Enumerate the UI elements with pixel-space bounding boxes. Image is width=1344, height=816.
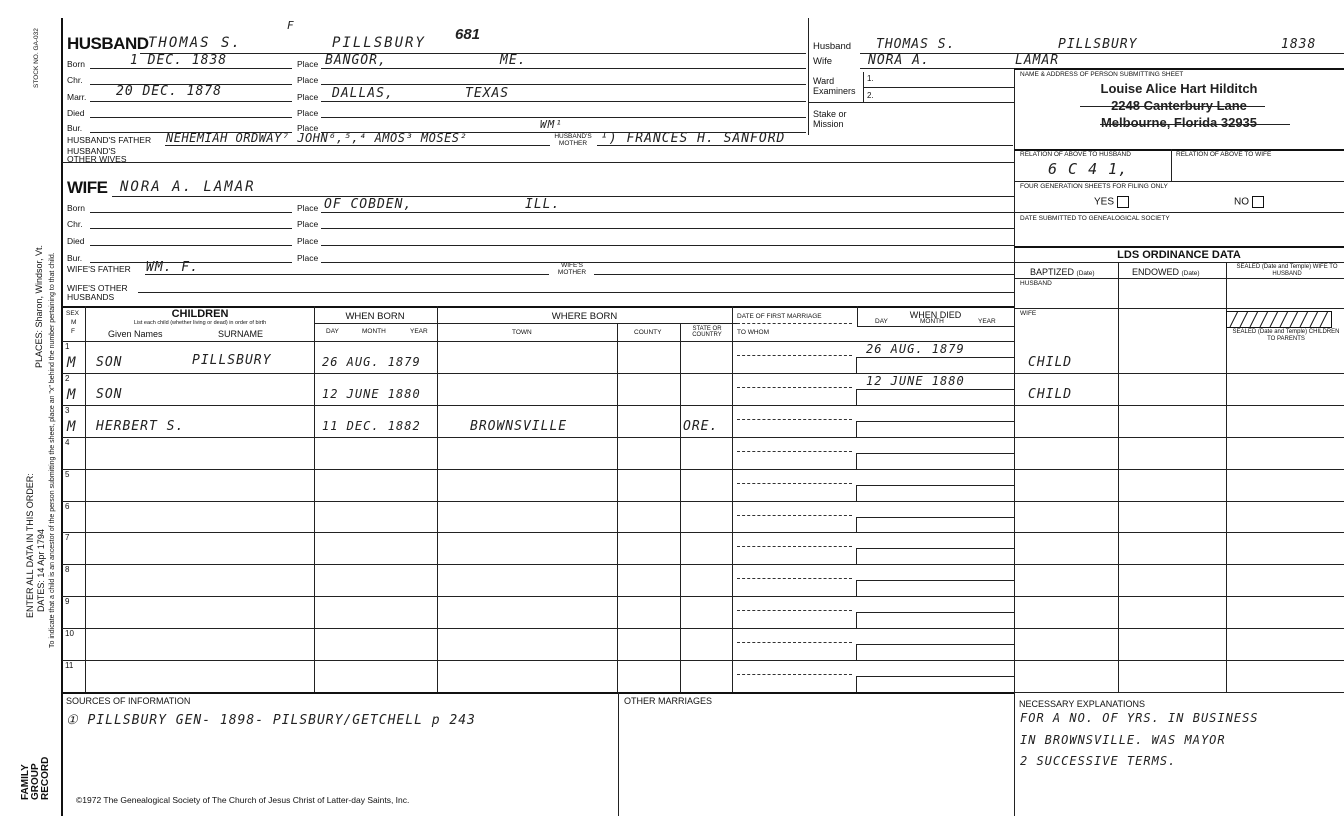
death-date-line bbox=[857, 548, 1014, 549]
right-husband-year: 1838 bbox=[1281, 37, 1317, 52]
state-country-label: STATE OR COUNTRY bbox=[692, 326, 722, 338]
child-birth-date: 12 JUNE 1880 bbox=[322, 387, 421, 401]
child-row-border bbox=[62, 437, 1014, 438]
submitter-label: NAME & ADDRESS OF PERSON SUBMITTING SHEET bbox=[1020, 71, 1184, 78]
child-number: 2 bbox=[65, 374, 70, 383]
marr-place-label: Place bbox=[297, 92, 319, 102]
wifes-other-husbands-label: WIFE'S OTHER HUSBANDS bbox=[67, 283, 128, 302]
husband-ref-number: 681 bbox=[455, 26, 481, 43]
died-year-label: YEAR bbox=[978, 318, 996, 325]
when-born-label: WHEN BORN bbox=[345, 311, 405, 322]
child-ordinance: CHILD bbox=[1028, 387, 1073, 402]
bur-label: Bur. bbox=[67, 123, 83, 133]
lds-row-border bbox=[1014, 437, 1344, 438]
sex-f-label: F bbox=[71, 328, 75, 335]
wife-chr-place-label: Place bbox=[297, 219, 319, 229]
marriage-date-line bbox=[737, 610, 852, 611]
right-wife-surname: LAMAR bbox=[1015, 53, 1060, 68]
death-date-line bbox=[857, 580, 1014, 581]
child-number: 8 bbox=[65, 565, 70, 574]
child-given-name: SON bbox=[96, 387, 123, 402]
sources-label: SOURCES OF INFORMATION bbox=[66, 696, 191, 706]
death-box-edge bbox=[856, 517, 857, 532]
death-box-edge bbox=[856, 357, 857, 373]
child-ordinance: CHILD bbox=[1028, 355, 1073, 370]
lds-heading: LDS ORDINANCE DATA bbox=[1117, 249, 1241, 261]
husband-given-name: THOMAS S. bbox=[148, 35, 242, 51]
death-date-line bbox=[857, 644, 1014, 645]
husband-born-date: 1 DEC. 1838 bbox=[130, 53, 228, 68]
submitter-city: Melbourne, Florida 32935 bbox=[1100, 115, 1258, 130]
baptized-label: BAPTIZED (Date) bbox=[1030, 267, 1095, 277]
surname-label: SURNAME bbox=[218, 329, 264, 339]
wifes-mother-label: WIFE'S MOTHER bbox=[557, 262, 587, 276]
wife-heading: WIFE bbox=[67, 178, 108, 197]
wife-bur-label: Bur. bbox=[67, 253, 83, 263]
child-row-border bbox=[62, 532, 1014, 533]
child-sex: M bbox=[67, 355, 77, 371]
explanation-line-2: IN BROWNSVILLE. WAS MAYOR bbox=[1020, 733, 1226, 747]
record-title: FAMILY GROUP RECORD bbox=[20, 756, 51, 800]
right-husband-given: THOMAS S. bbox=[876, 37, 956, 52]
places-note: PLACES: Sharon, Windsor, Vt. bbox=[34, 244, 44, 368]
wife-born-state: ILL. bbox=[525, 197, 561, 212]
wife-name: NORA A. LAMAR bbox=[120, 179, 256, 195]
examiner-1: 1. bbox=[867, 74, 874, 83]
death-date-line bbox=[857, 485, 1014, 486]
right-husband-label: Husband bbox=[813, 41, 852, 52]
death-box-edge bbox=[856, 453, 857, 469]
child-row-border bbox=[62, 501, 1014, 502]
death-box-edge bbox=[856, 548, 857, 564]
marriage-date: 20 DEC. 1878 bbox=[116, 84, 222, 99]
born-day-label: DAY bbox=[326, 328, 339, 335]
child-given-name: SON bbox=[96, 355, 123, 370]
wife-bur-place-label: Place bbox=[297, 253, 319, 263]
husbands-mother: ¹) FRANCES H. SANFORD bbox=[600, 131, 786, 146]
copyright: ©1972 The Genealogical Society of The Church of Jesus Christ of Latter-day Saints, Inc. bbox=[76, 795, 410, 805]
four-gen-no[interactable]: NO bbox=[1234, 196, 1264, 208]
wife-died-label: Died bbox=[67, 236, 85, 246]
born-place-label: Place bbox=[297, 59, 319, 69]
lds-row-border bbox=[1014, 692, 1344, 693]
husbands-mother-label: HUSBAND'S MOTHER bbox=[554, 133, 592, 147]
child-number: 7 bbox=[65, 533, 70, 542]
wifes-father: WM. F. bbox=[146, 260, 199, 275]
children-note: List each child (whether living or dead) in order of birth bbox=[133, 320, 267, 326]
death-date-line bbox=[857, 421, 1014, 422]
ward-label: Ward bbox=[813, 76, 835, 86]
lds-row-border bbox=[1014, 405, 1344, 406]
town-label: TOWN bbox=[512, 329, 532, 336]
marriage-date-line bbox=[737, 642, 852, 643]
stock-number: STOCK NO. GA-032 bbox=[33, 28, 40, 88]
child-death-date: 12 JUNE 1880 bbox=[866, 374, 965, 388]
died-day-label: DAY bbox=[875, 318, 888, 325]
death-date-line bbox=[857, 357, 1014, 358]
child-row-border bbox=[62, 405, 1014, 406]
born-year-label: YEAR bbox=[410, 328, 428, 335]
lds-row-border bbox=[1014, 564, 1344, 565]
husband-heading: HUSBAND bbox=[67, 34, 149, 53]
death-date-line bbox=[857, 612, 1014, 613]
necessary-explanations-label: NECESSARY EXPLANATIONS bbox=[1019, 699, 1146, 709]
child-death-date: 26 AUG. 1879 bbox=[866, 342, 965, 356]
county-label: COUNTY bbox=[634, 329, 662, 336]
endowed-label: ENDOWED (Date) bbox=[1132, 267, 1200, 277]
examiner-2: 2. bbox=[867, 91, 874, 100]
child-number: 3 bbox=[65, 406, 70, 415]
lds-row-border bbox=[1014, 469, 1344, 470]
sex-m-label: M bbox=[71, 319, 77, 326]
death-date-line bbox=[857, 676, 1014, 677]
sources-text: ① PILLSBURY GEN- 1898- PILSBURY/GETCHELL p 243 bbox=[66, 713, 476, 728]
husband-mark: F bbox=[287, 19, 295, 32]
dates-note: DATES: 14 Apr 1794 bbox=[36, 529, 46, 612]
marriage-date-line bbox=[737, 355, 852, 356]
sealed-children-label: SEALED (Date and Temple) CHILDREN TO PARENTS bbox=[1232, 329, 1340, 342]
child-row-border bbox=[62, 660, 1014, 661]
date-submitted-label: DATE SUBMITTED TO GENEALOGICAL SOCIETY bbox=[1020, 215, 1170, 222]
right-wife-label: Wife bbox=[813, 56, 832, 67]
death-box-edge bbox=[856, 389, 857, 405]
examiners-label: Examiners bbox=[813, 86, 856, 96]
wife-died-place-label: Place bbox=[297, 236, 319, 246]
child-surname: PILLSBURY bbox=[192, 353, 272, 368]
child-number: 10 bbox=[65, 629, 74, 638]
child-number: 1 bbox=[65, 342, 70, 351]
child-number: 5 bbox=[65, 470, 70, 479]
child-given-name: HERBERT S. bbox=[96, 419, 185, 434]
marriage-place: DALLAS, bbox=[332, 86, 394, 101]
child-row-border bbox=[62, 596, 1014, 597]
sealed-wife-label: SEALED (Date and Temple) WIFE TO HUSBAND bbox=[1236, 264, 1338, 277]
chr-place-label: Place bbox=[297, 75, 319, 85]
marriage-date-line bbox=[737, 578, 852, 579]
child-number: 9 bbox=[65, 597, 70, 606]
death-date-line bbox=[857, 517, 1014, 518]
death-box-edge bbox=[856, 644, 857, 660]
lds-row-border bbox=[1014, 596, 1344, 597]
death-box-edge bbox=[856, 421, 857, 437]
enter-order-note: ENTER ALL DATA IN THIS ORDER: bbox=[25, 473, 35, 618]
given-names-label: Given Names bbox=[108, 329, 163, 339]
chr-label: Chr. bbox=[67, 75, 83, 85]
lds-row-border bbox=[1014, 660, 1344, 661]
lds-wife-row: WIFE bbox=[1020, 310, 1037, 317]
child-birth-date: 26 AUG. 1879 bbox=[322, 355, 421, 369]
marriage-state: TEXAS bbox=[465, 86, 510, 101]
marriage-date-line bbox=[737, 483, 852, 484]
death-box-edge bbox=[856, 580, 857, 596]
relation-husband-value: 6 C 4 1, bbox=[1048, 160, 1129, 178]
marriage-date-line bbox=[737, 419, 852, 420]
to-whom-label: TO WHOM bbox=[737, 329, 770, 336]
husbands-other-wives-label: HUSBAND'S OTHER WIVES bbox=[67, 146, 127, 164]
yes-checkbox[interactable] bbox=[1117, 196, 1129, 208]
husband-born-state: ME. bbox=[500, 53, 527, 68]
death-box-edge bbox=[856, 612, 857, 628]
father-line-wm: WM¹ bbox=[540, 118, 563, 131]
four-gen-label: FOUR GENERATION SHEETS FOR FILING ONLY bbox=[1020, 183, 1168, 190]
child-row-border bbox=[62, 628, 1014, 629]
when-died-label: WHEN DIED bbox=[909, 310, 962, 320]
death-box-edge bbox=[856, 485, 857, 501]
lds-husband-row: HUSBAND bbox=[1020, 280, 1052, 287]
child-sex: M bbox=[67, 419, 77, 435]
died-place-label: Place bbox=[297, 108, 319, 118]
child-number: 4 bbox=[65, 438, 70, 447]
explanation-line-1: FOR A NO. OF YRS. IN BUSINESS bbox=[1020, 711, 1259, 725]
marriage-date-line bbox=[737, 387, 852, 388]
child-birth-town: BROWNSVILLE bbox=[470, 419, 568, 434]
explanation-line-3: 2 SUCCESSIVE TERMS. bbox=[1020, 754, 1177, 768]
death-box-edge bbox=[856, 676, 857, 692]
died-label: Died bbox=[67, 108, 85, 118]
ancestor-instruction: To indicate that a child is an ancestor of the person submitting the sheet, place an "x" behind the number pertaining to that child. bbox=[49, 252, 56, 648]
born-label: Born bbox=[67, 59, 85, 69]
child-number: 6 bbox=[65, 502, 70, 511]
sex-label: SEX bbox=[66, 310, 80, 317]
marriage-date-line bbox=[737, 546, 852, 547]
born-month-label: MONTH bbox=[362, 328, 386, 335]
right-husband-surname: PILLSBURY bbox=[1058, 37, 1138, 52]
submitter-street: 2248 Canterbury Lane bbox=[1111, 98, 1247, 113]
died-month-label: MONTH bbox=[920, 318, 944, 325]
lds-row-border bbox=[1014, 532, 1344, 533]
wifes-father-label: WIFE'S FATHER bbox=[67, 264, 131, 274]
relation-wife-label: RELATION OF ABOVE TO WIFE bbox=[1176, 151, 1272, 158]
marriage-date-line bbox=[737, 674, 852, 675]
where-born-label: WHERE BORN bbox=[551, 311, 618, 322]
wife-born-place: OF COBDEN, bbox=[324, 197, 413, 212]
child-birth-date: 11 DEC. 1882 bbox=[322, 419, 421, 433]
death-date-line bbox=[857, 389, 1014, 390]
child-sex: M bbox=[67, 387, 77, 403]
husband-born-place: BANGOR, bbox=[325, 53, 387, 68]
husband-surname: PILLSBURY bbox=[332, 35, 426, 51]
sealed-wife-hatch bbox=[1226, 311, 1332, 328]
child-row-border bbox=[62, 469, 1014, 470]
four-gen-yes[interactable]: YES bbox=[1094, 196, 1129, 208]
relation-husband-label: RELATION OF ABOVE TO HUSBAND bbox=[1020, 151, 1131, 158]
wife-born-label: Born bbox=[67, 203, 85, 213]
other-marriages-label: OTHER MARRIAGES bbox=[624, 696, 713, 706]
bur-place-label: Place bbox=[297, 123, 319, 133]
stake-label: Stake or bbox=[813, 109, 847, 119]
marr-label: Marr. bbox=[67, 92, 87, 102]
child-row-border bbox=[62, 564, 1014, 565]
lds-row-border bbox=[1014, 628, 1344, 629]
first-marriage-label: DATE OF FIRST MARRIAGE bbox=[737, 313, 822, 320]
child-number: 11 bbox=[65, 661, 74, 670]
husbands-father: NEHEMIAH ORDWAY⁷ JOHN⁶,⁵,⁴ AMOS³ MOSES² bbox=[166, 131, 468, 145]
submitter-name: Louise Alice Hart Hilditch bbox=[1100, 81, 1258, 96]
mission-label: Mission bbox=[813, 119, 844, 129]
right-wife-given: NORA A. bbox=[868, 53, 930, 68]
children-heading: CHILDREN bbox=[171, 308, 229, 320]
husbands-father-label: HUSBAND'S FATHER bbox=[67, 135, 152, 145]
child-birth-state: ORE. bbox=[683, 419, 719, 434]
lds-row-border bbox=[1014, 373, 1344, 374]
death-date-line bbox=[857, 453, 1014, 454]
marriage-date-line bbox=[737, 515, 852, 516]
no-checkbox[interactable] bbox=[1252, 196, 1264, 208]
marriage-date-line bbox=[737, 451, 852, 452]
wife-born-place-label: Place bbox=[297, 203, 319, 213]
wife-chr-label: Chr. bbox=[67, 219, 83, 229]
lds-row-border bbox=[1014, 501, 1344, 502]
